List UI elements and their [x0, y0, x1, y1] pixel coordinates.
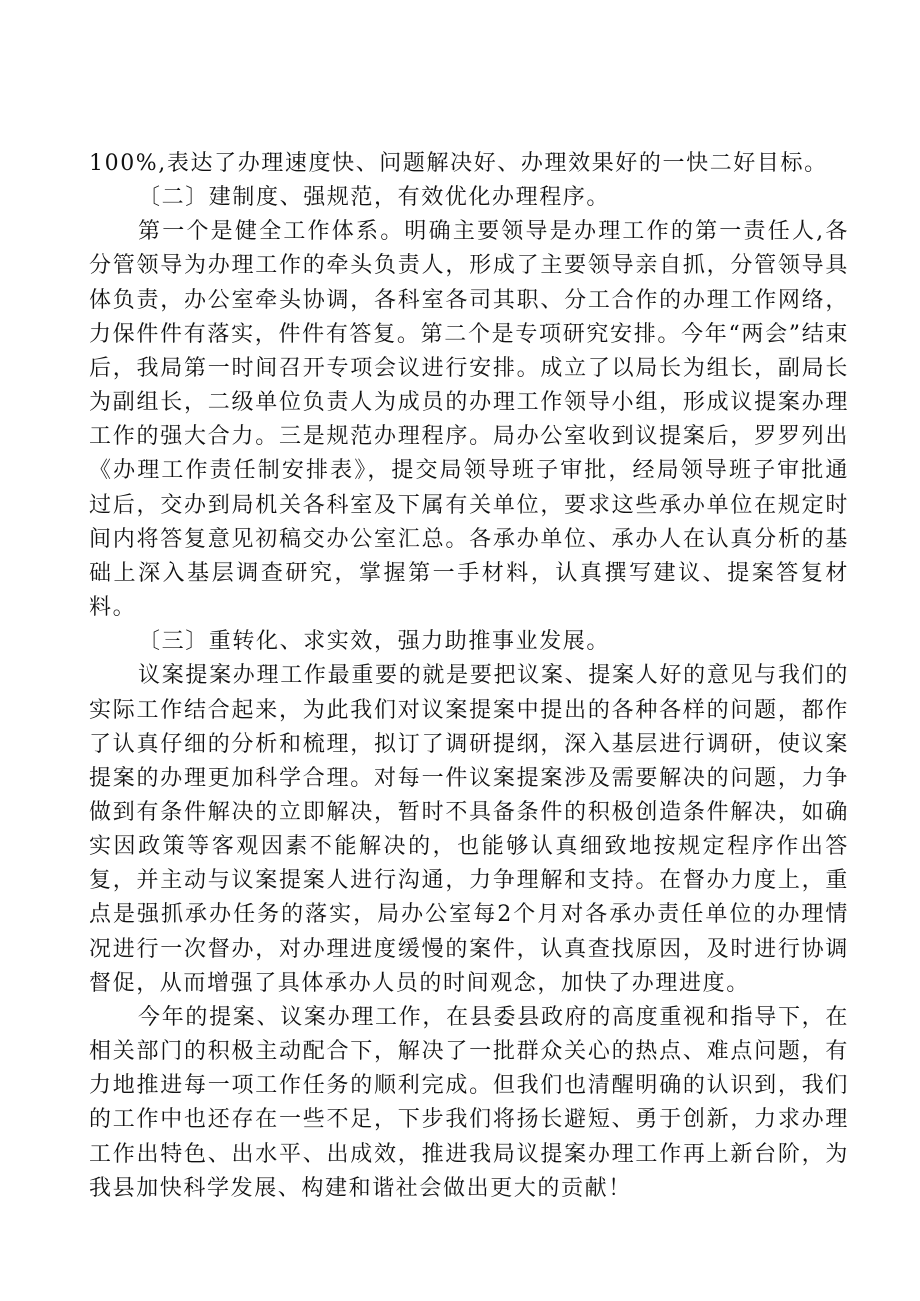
section-heading-2: 〔二〕建制度、强规范，有效优化办理程序。: [138, 185, 611, 211]
paragraph-conclusion: 今年的提案、议案办理工作，在县委县政府的高度重视和指导下，在相关部门的积极主动配合下，解决了一批群众关心的热点、难点问题，有力地推进每一项工作任务的顺利完成。但我们也清醒明确的认识到，我们的工作中也还存在一些不足，下步我们将扬长避短、勇于创新，力求办理工作出特色、出水平、出成效，推进我局议提案办理工作再上新台阶，为我县加快科学发展、构建和谐社会做出更大的贡献！: [89, 1004, 849, 1201]
section-heading-3: 〔三〕重转化、求实效，强力助推事业发展。: [138, 629, 611, 655]
paragraph-work-system: 第一个是健全工作体系。明确主要领导是办理工作的第一责任人,各分管领导为办理工作的牵头负责人，形成了主要领导亲自抓，分管领导具体负责，办公室牵头协调，各科室各司其职、分工合作的办理工作网络，力保件件有落实，件件有答复。第二个是专项研究安排。今年“两会”结束后，我局第一时间召开专项会议进行安排。成立了以局长为组长，副局长为副组长，二级单位负责人为成员的办理工作领导小组，形成议提案办理工作的强大合力。三是规范办理程序。局办公室收到议提案后，罗罗列出《办理工作责任制安排表》，提交局领导班子审批，经局领导班子审批通过后，交办到局机关各科室及下属有关单位，要求这些承办单位在规定时间内将答复意见初稿交办公室汇总。各承办单位、承办人在认真分析的基础上深入基层调查研究，掌握第一手材料，认真撰写建议、提案答复材料。: [89, 219, 849, 621]
paragraph-implementation: 议案提案办理工作最重要的就是要把议案、提案人好的意见与我们的实际工作结合起来，为此我们对议案提案中提出的各种各样的问题，都作了认真仔细的分析和梳理，拟订了调研提纲，深入基层进行调研，使议案提案的办理更加科学合理。对每一件议案提案涉及需要解决的问题，力争做到有条件解决的立即解决，暂时不具备条件的积极创造条件解决，如确实因政策等客观因素不能解决的，也能够认真细致地按规定程序作出答复，并主动与议案提案人进行沟通，力争理解和支持。在督办力度上，重点是强抓承办任务的落实，局办公室每2个月对各承办责任单位的办理情况进行一次督办，对办理进度缓慢的案件，认真查找原因，及时进行协调督促，从而增强了具体承办人员的时间观念，加快了办理进度。: [89, 663, 849, 996]
paragraph-continuation: 100%,表达了办理速度快、问题解决好、办理效果好的一快二好目标。: [89, 151, 828, 176]
document-body: [89, 147, 849, 1206]
